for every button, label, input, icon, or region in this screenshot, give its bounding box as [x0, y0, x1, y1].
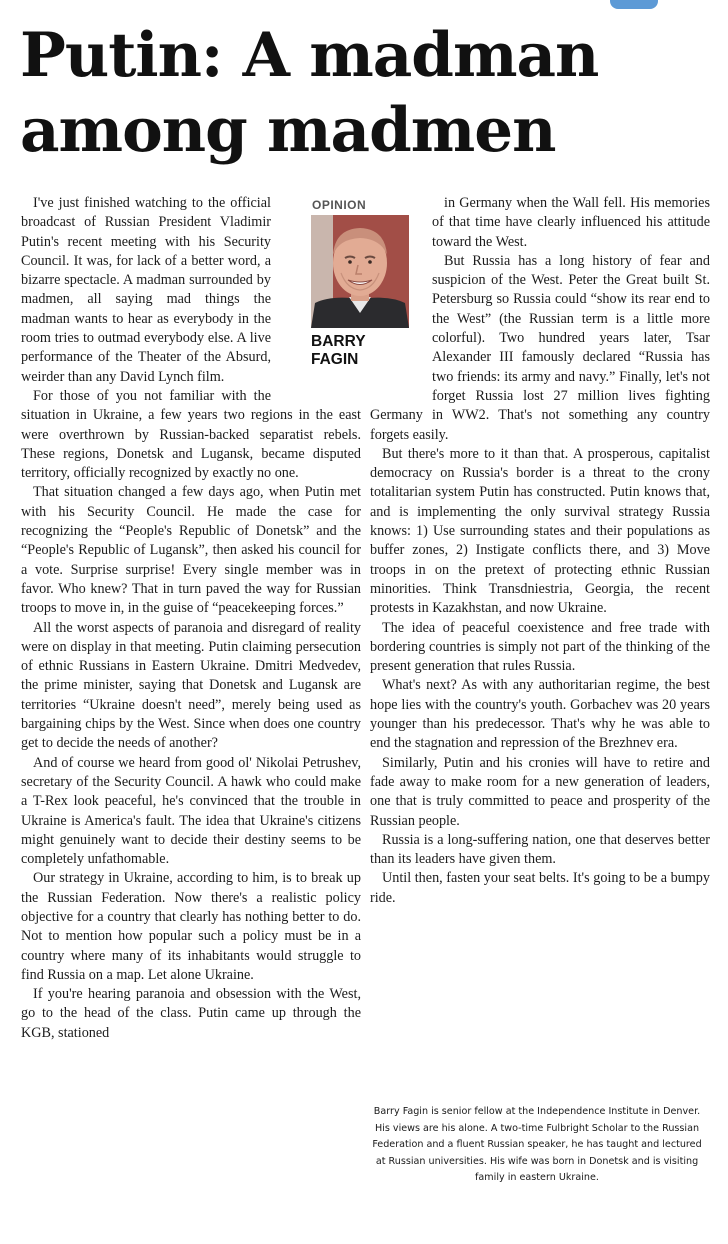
corner-tab — [610, 0, 658, 9]
paragraph: What's next? As with any authoritarian regime, the best hope lies with the country's youth. Gorbachev was 20 years younger than his predecessor. That's why he was able to end the stagnation and repression of the Brezhnev era. — [370, 677, 710, 752]
paragraph: For those of you not familiar with the situation in Ukraine, a few years two regions in the east were overthrown by Russian-backed separatist rebels. These regions, Donetsk and Lugansk, became disputed territory, officially recognized by exactly no one. — [21, 387, 361, 482]
author-portrait-icon — [311, 215, 409, 328]
author-bio: Barry Fagin is senior fellow at the Independence Institute in Denver. His views are his alone. A two-time Fulbright Scholar to the Russian Federation and a fluent Russian speaker, he has taught and lectured at Russian universities. His wife was born in Donetsk and is visiting family in eastern Ukraine. — [372, 1106, 702, 1184]
paragraph: Similarly, Putin and his cronies will have to retire and fade away to make room for a new generation of leaders, one that is truly committed to peace and prosperity of the Russian people. — [370, 754, 710, 829]
headline: Putin: A madman among madmen — [20, 20, 599, 166]
paragraph: Our strategy in Ukraine, according to him, is to break up the Russian Federation. Now there's a realistic policy objective for a country that clearly has nothing better to do. Not to mention how popular such a policy must be in a country where many of its inhabitants would struggle to find Russia on a map. Let alone Ukraine. — [21, 870, 361, 983]
section-label: OPINION — [312, 198, 367, 212]
paragraph: I've just finished watching to the official broadcast of Russian President Vladimir Putin's recent meeting with his Security Council. It was, for lack of a better word, a bizarre spectacle. A madman surrounded by madmen, all saying mad things the madman wants to hear as everybody in the room tries to outmad everybody else. A live performance of the Theater of the Absurd, weirder than any David Lynch film. — [21, 195, 271, 385]
paragraph: But Russia has a long history of fear and suspicion of the West. Peter the Great built St. Petersburg so Russia could “show its rear end to the West” (the Russian term is a little more colorful). Two hundred years later, Tsar Alexander III famously declared “Russia has two friends: its army and navy.” Finally, let's not forget Russia lost 27 million lives fighting Germany in WW2. That's not something any country forgets easily. — [370, 252, 710, 443]
paragraph: If you're hearing paranoia and obsession with the West, go to the head of the class. Putin came up through the KGB, stationed — [21, 986, 361, 1041]
author-photo — [311, 215, 409, 328]
paragraph: Until then, fasten your seat belts. It's going to be a bumpy ride. — [370, 870, 710, 906]
paragraph: That situation changed a few days ago, when Putin met with his Security Council. He made the case for recognizing the “People's Republic of Donetsk” and the “People's Republic of Lugansk”, then asked his council for a vote. Surprise surprise! Every single member was in favor. Who knew? That in turn paved the way for Russian troops to move in, in the guise of “peacekeeping forces.” — [21, 484, 361, 617]
paragraph: All the worst aspects of paranoia and disregard of reality were on display in that meeting. Putin claiming persecution of ethnic Russians in Eastern Ukraine. Dmitri Medvedev, the prime minister, saying that Donetsk and Lugansk are territories “Ukraine doesn't need”, merely being used as bargaining chips by the West. Since when does one country get to decide the needs of another? — [21, 619, 361, 752]
author-byline — [311, 333, 366, 369]
paragraph: Russia is a long-suffering nation, one that deserves better than its leaders have given them. — [370, 831, 710, 868]
author-last-name: FAGIN — [311, 351, 359, 368]
paragraph: But there's more to it than that. A prosperous, capitalist democracy on Russia's border is a threat to the crony totalitarian system Putin has constructed. Putin knows that, and is implementing the only survival strategy Russia knows: 1) Use surrounding states and their populations as buffer zones, 2) Instigate conflicts there, and 3) Move troops in on the pretext of protecting ethnic Russian minorities. Think Transdniestria, Georgia, the recent protests in Kazakhstan, and now Ukraine. — [370, 445, 710, 617]
paragraph: in Germany when the Wall fell. His memories of that time have clearly influenced his attitude toward the West. — [432, 195, 710, 250]
author-first-name: BARRY — [311, 333, 366, 350]
column-1 — [21, 194, 361, 1043]
column-2 — [370, 194, 710, 908]
paragraph: And of course we heard from good ol' Nikolai Petrushev, secretary of the Security Council. A hawk who could make a T-Rex look peaceful, he's convinced that the trouble in Ukraine is America's fault. The idea that Ukraine's citizens might genuinely want to decide their destiny seems to be completely unfathomable. — [21, 754, 361, 868]
paragraph: The idea of peaceful coexistence and free trade with bordering countries is simply not part of the thinking of the present generation that rules Russia. — [370, 619, 710, 675]
